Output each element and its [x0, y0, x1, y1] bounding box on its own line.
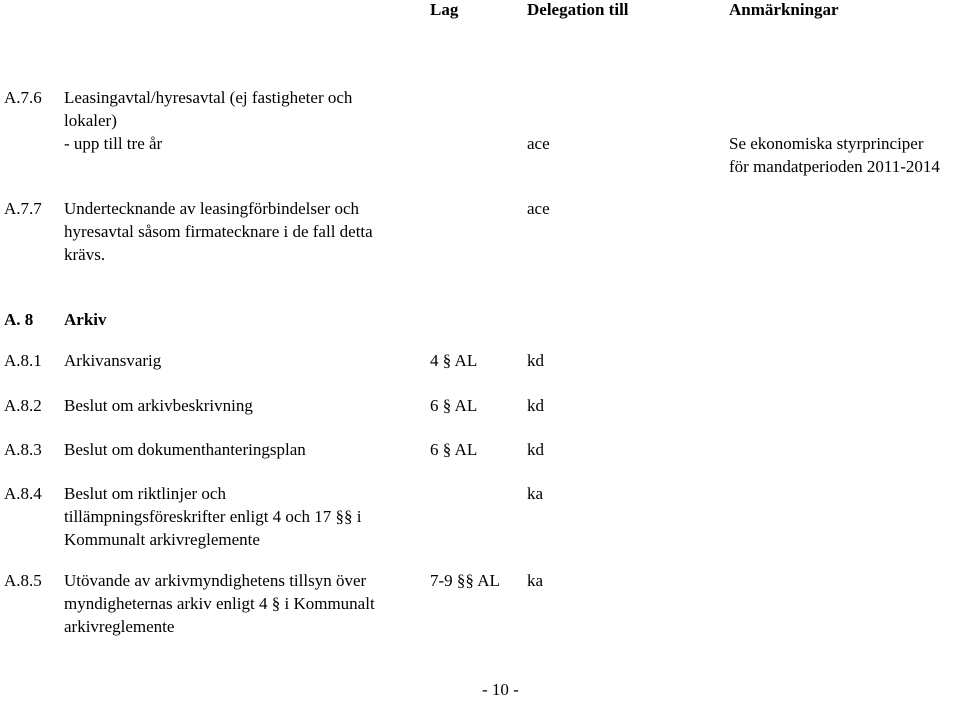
- item-code: A.8.2: [4, 396, 42, 415]
- item-text-line: lokaler): [64, 111, 117, 130]
- item-lag: 4 § AL: [430, 351, 478, 370]
- item-code: A.8.5: [4, 571, 42, 590]
- item-delegation: kd: [527, 396, 544, 415]
- item-text-line: Beslut om dokumenthanteringsplan: [64, 440, 306, 459]
- item-text-line: Kommunalt arkivreglemente: [64, 530, 260, 549]
- item-text-line: Undertecknande av leasingförbindelser och: [64, 199, 360, 218]
- item-code: A.8.4: [4, 484, 42, 503]
- section-code: A. 8: [4, 310, 34, 329]
- item-delegation: kd: [527, 440, 544, 459]
- item-code: A.8.1: [4, 351, 42, 370]
- item-delegation: ka: [527, 571, 544, 590]
- item-lag: 6 § AL: [430, 396, 478, 415]
- column-header-delegation: Delegation till: [527, 0, 629, 19]
- item-text-line: arkivreglemente: [64, 617, 175, 636]
- item-text-line: Arkivansvarig: [64, 351, 162, 370]
- item-code: A.8.3: [4, 440, 42, 459]
- item-delegation: kd: [527, 351, 544, 370]
- item-text-line: Utövande av arkivmyndighetens tillsyn över: [64, 571, 367, 590]
- item-text-line: myndigheternas arkiv enligt 4 § i Kommunalt: [64, 594, 375, 613]
- column-header-remarks: Anmärkningar: [729, 0, 839, 19]
- item-remark-line: för mandatperioden 2011-2014: [729, 157, 940, 176]
- item-text-line: tillämpningsföreskrifter enligt 4 och 17 §§ i: [64, 507, 362, 526]
- item-text-line: hyresavtal såsom firmatecknare i de fall detta: [64, 222, 373, 241]
- item-text-line: Beslut om arkivbeskrivning: [64, 396, 253, 415]
- item-text-line: Leasingavtal/hyresavtal (ej fastigheter och: [64, 88, 353, 107]
- column-header-lag: Lag: [430, 0, 459, 19]
- section-title: Arkiv: [64, 310, 107, 329]
- item-delegation: ace: [527, 134, 550, 153]
- item-lag: 6 § AL: [430, 440, 478, 459]
- item-text-line: krävs.: [64, 245, 106, 264]
- item-text-line: - upp till tre år: [64, 134, 163, 153]
- item-code: A.7.6: [4, 88, 42, 107]
- item-code: A.7.7: [4, 199, 42, 218]
- page-number: - 10 -: [482, 680, 519, 699]
- item-lag: 7-9 §§ AL: [430, 571, 500, 590]
- item-delegation: ka: [527, 484, 544, 503]
- item-text-line: Beslut om riktlinjer och: [64, 484, 226, 503]
- item-remark-line: Se ekonomiska styrprinciper: [729, 134, 924, 153]
- item-delegation: ace: [527, 199, 550, 218]
